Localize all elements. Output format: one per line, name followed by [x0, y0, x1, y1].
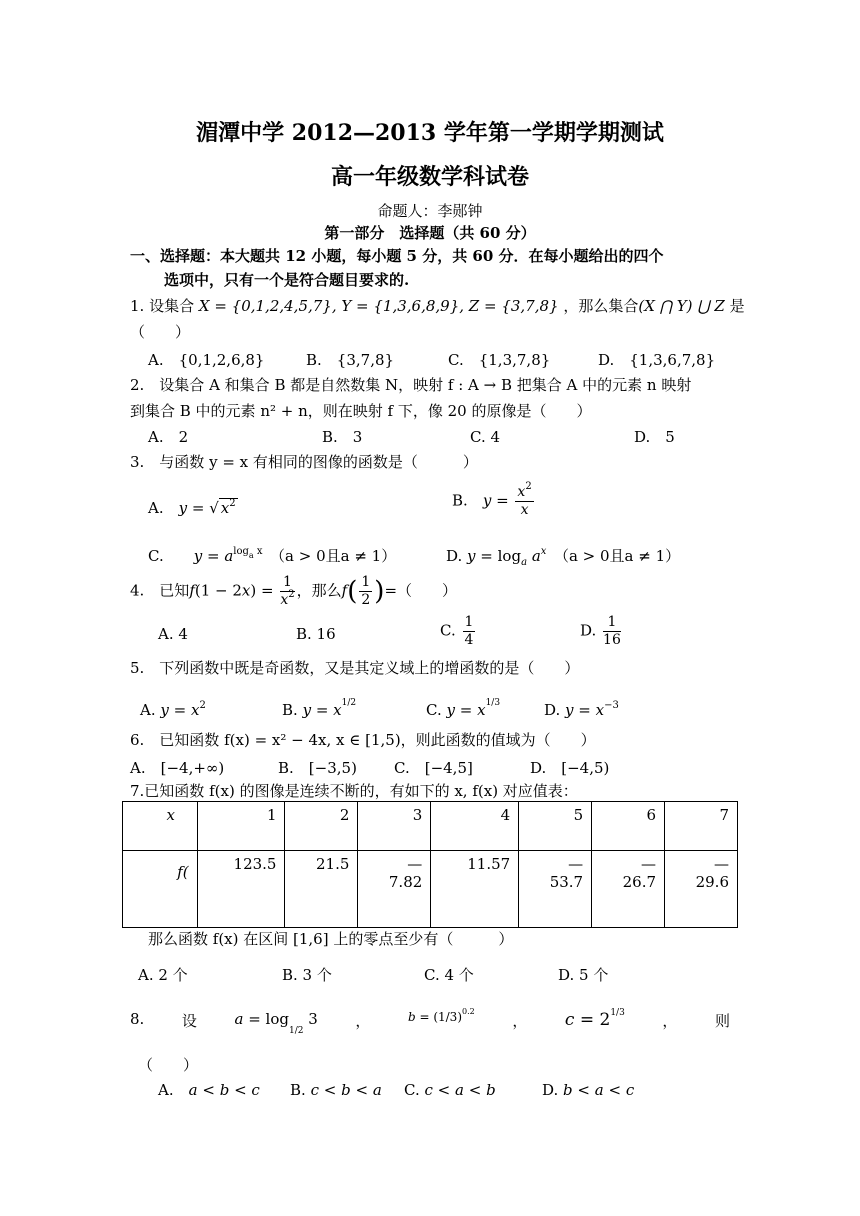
question-5-option-b: B. $y = x^{1/2}$ — [282, 698, 357, 719]
question-8-option-d: D. b < a < c — [542, 1081, 635, 1099]
question-1-blank: （ ） — [130, 323, 191, 341]
question-8-option-b: B. c < b < a — [290, 1081, 382, 1099]
table-header-f: f( — [123, 851, 198, 928]
question-5-stem: 5. 下列函数中既是奇函数，又是其定义域上的增函数的是（ ） — [130, 659, 580, 677]
question-5-option-a: A. $y = x^2$ — [140, 700, 206, 719]
exam-title: 湄潭中学 2012—2013 学年第一学期学期测试 — [196, 120, 664, 146]
table-cell: 7 — [665, 802, 738, 851]
question-1-option-d: D. {1,3,6,7,8} — [598, 351, 716, 369]
question-3-option-b: B. y = $\frac{x^2}{x}$ — [452, 481, 532, 518]
question-5-option-d: D. $y = x^{-3}$ — [544, 700, 619, 719]
question-2-option-c: C. 4 — [470, 428, 501, 446]
question-7-after: 那么函数 f(x) 在区间 [1,6] 上的零点至少有（ ） — [148, 930, 514, 948]
question-6-option-d: D. [−4,5) — [530, 759, 610, 777]
table-cell: — 29.6 — [665, 851, 738, 928]
table-cell: — 53.7 — [519, 851, 592, 928]
exam-author: 命题人：李郧钟 — [377, 202, 483, 220]
question-2-option-d: D. 5 — [634, 428, 675, 446]
question-5-option-c: C. $y = x^{1/3}$ — [426, 698, 501, 719]
question-1-option-b: B. {3,7,8} — [306, 351, 395, 369]
table-cell: 6 — [592, 802, 665, 851]
question-3-option-a: A. y = √ $x^2$ — [148, 498, 236, 517]
table-header-x: x — [123, 802, 198, 851]
question-3-option-c: C. $y = a^{log_a x}$ （a > 0且a ≠ 1） — [148, 546, 397, 565]
table-row — [123, 802, 738, 851]
table-cell: 5 — [519, 802, 592, 851]
question-7-option-c: C. 4 个 — [424, 966, 474, 984]
question-2-option-a: A. 2 — [148, 428, 189, 446]
question-6-option-b: B. [−3,5) — [278, 759, 357, 777]
question-7-option-a: A. 2 个 — [138, 966, 188, 984]
question-7-option-b: B. 3 个 — [282, 966, 332, 984]
question-4-option-c: C. $\frac{1}{4}$ — [440, 614, 474, 648]
exam-subtitle: 高一年级数学科试卷 — [330, 164, 529, 190]
table-cell: — 26.7 — [592, 851, 665, 928]
question-3-stem: 3. 与函数 y = x 有相同的图像的函数是（ ） — [130, 453, 478, 471]
part-heading: 第一部分 选择题（共 60 分） — [324, 224, 536, 242]
question-1-stem: 1. 设集合 X = {0,1,2,4,5,7}, Y = {1,3,6,8,9}, Z = {3,7,8} ，那么集合(X ⋂ Y) ⋃ Z 是 — [130, 297, 745, 315]
question-8-option-c: C. c < a < b — [404, 1081, 496, 1099]
question-3-option-d: D. $y = \log_a a^x$ （a > 0且a ≠ 1） — [446, 546, 681, 568]
table-cell: 2 — [285, 802, 358, 851]
table-cell: 21.5 — [285, 851, 358, 928]
question-6-option-c: C. [−4,5] — [394, 759, 473, 777]
table-cell: 4 — [431, 802, 519, 851]
question-8-blank: （ ） — [138, 1056, 199, 1074]
value-table — [122, 801, 738, 928]
question-8-stem: 8. 设 $a = \log_{1/2} 3$ ， $b = (1/3)^{0.2}$ ， $c = 2^{1/3}$ ， 则 — [130, 1007, 730, 1036]
question-6-stem: 6. 已知函数 f(x) = x² − 4x, x ∈ [1,5)，则此函数的值域为（ ） — [130, 731, 596, 749]
table-cell: 3 — [358, 802, 431, 851]
section-instruction-line2: 选项中，只有一个是符合题目要求的. — [164, 271, 410, 289]
table-row — [123, 851, 738, 928]
question-1-option-a: A. {0,1,2,6,8} — [148, 351, 265, 369]
question-7-option-d: D. 5 个 — [558, 966, 609, 984]
question-2-line1: 2. 设集合 A 和集合 B 都是自然数集 N，映射 f : A → B 把集合 A 中的元素 n 映射 — [130, 376, 692, 394]
table-cell: 123.5 — [197, 851, 285, 928]
table-cell: 1 — [197, 802, 285, 851]
table-cell: — 7.82 — [358, 851, 431, 928]
question-4-option-b: B. 16 — [296, 625, 336, 643]
question-4-option-a: A. 4 — [158, 625, 188, 643]
section-instruction-line1: 一、选择题：本大题共 12 小题，每小题 5 分，共 60 分．在每小题给出的四个 — [130, 247, 664, 265]
question-2-line2: 到集合 B 中的元素 n² + n，则在映射 f 下，像 20 的原像是（ ） — [130, 402, 592, 420]
question-6-option-a: A. [−4,+∞) — [130, 759, 225, 777]
question-4-stem: 4. 已知f(1 − 2x) = $\frac{1}{x^2}$ ，那么f( $\frac{1}{2}$ )=（ ） — [130, 574, 458, 608]
question-7-stem: 7.已知函数 f(x) 的图像是连续不断的，有如下的 x, f(x) 对应值表： — [130, 782, 578, 800]
question-8-option-a: A. a < b < c — [158, 1081, 260, 1099]
question-4-option-d: D. $\frac{1}{16}$ — [580, 614, 621, 648]
question-2-option-b: B. 3 — [322, 428, 363, 446]
question-1-option-c: C. {1,3,7,8} — [448, 351, 551, 369]
table-cell: 11.57 — [431, 851, 519, 928]
